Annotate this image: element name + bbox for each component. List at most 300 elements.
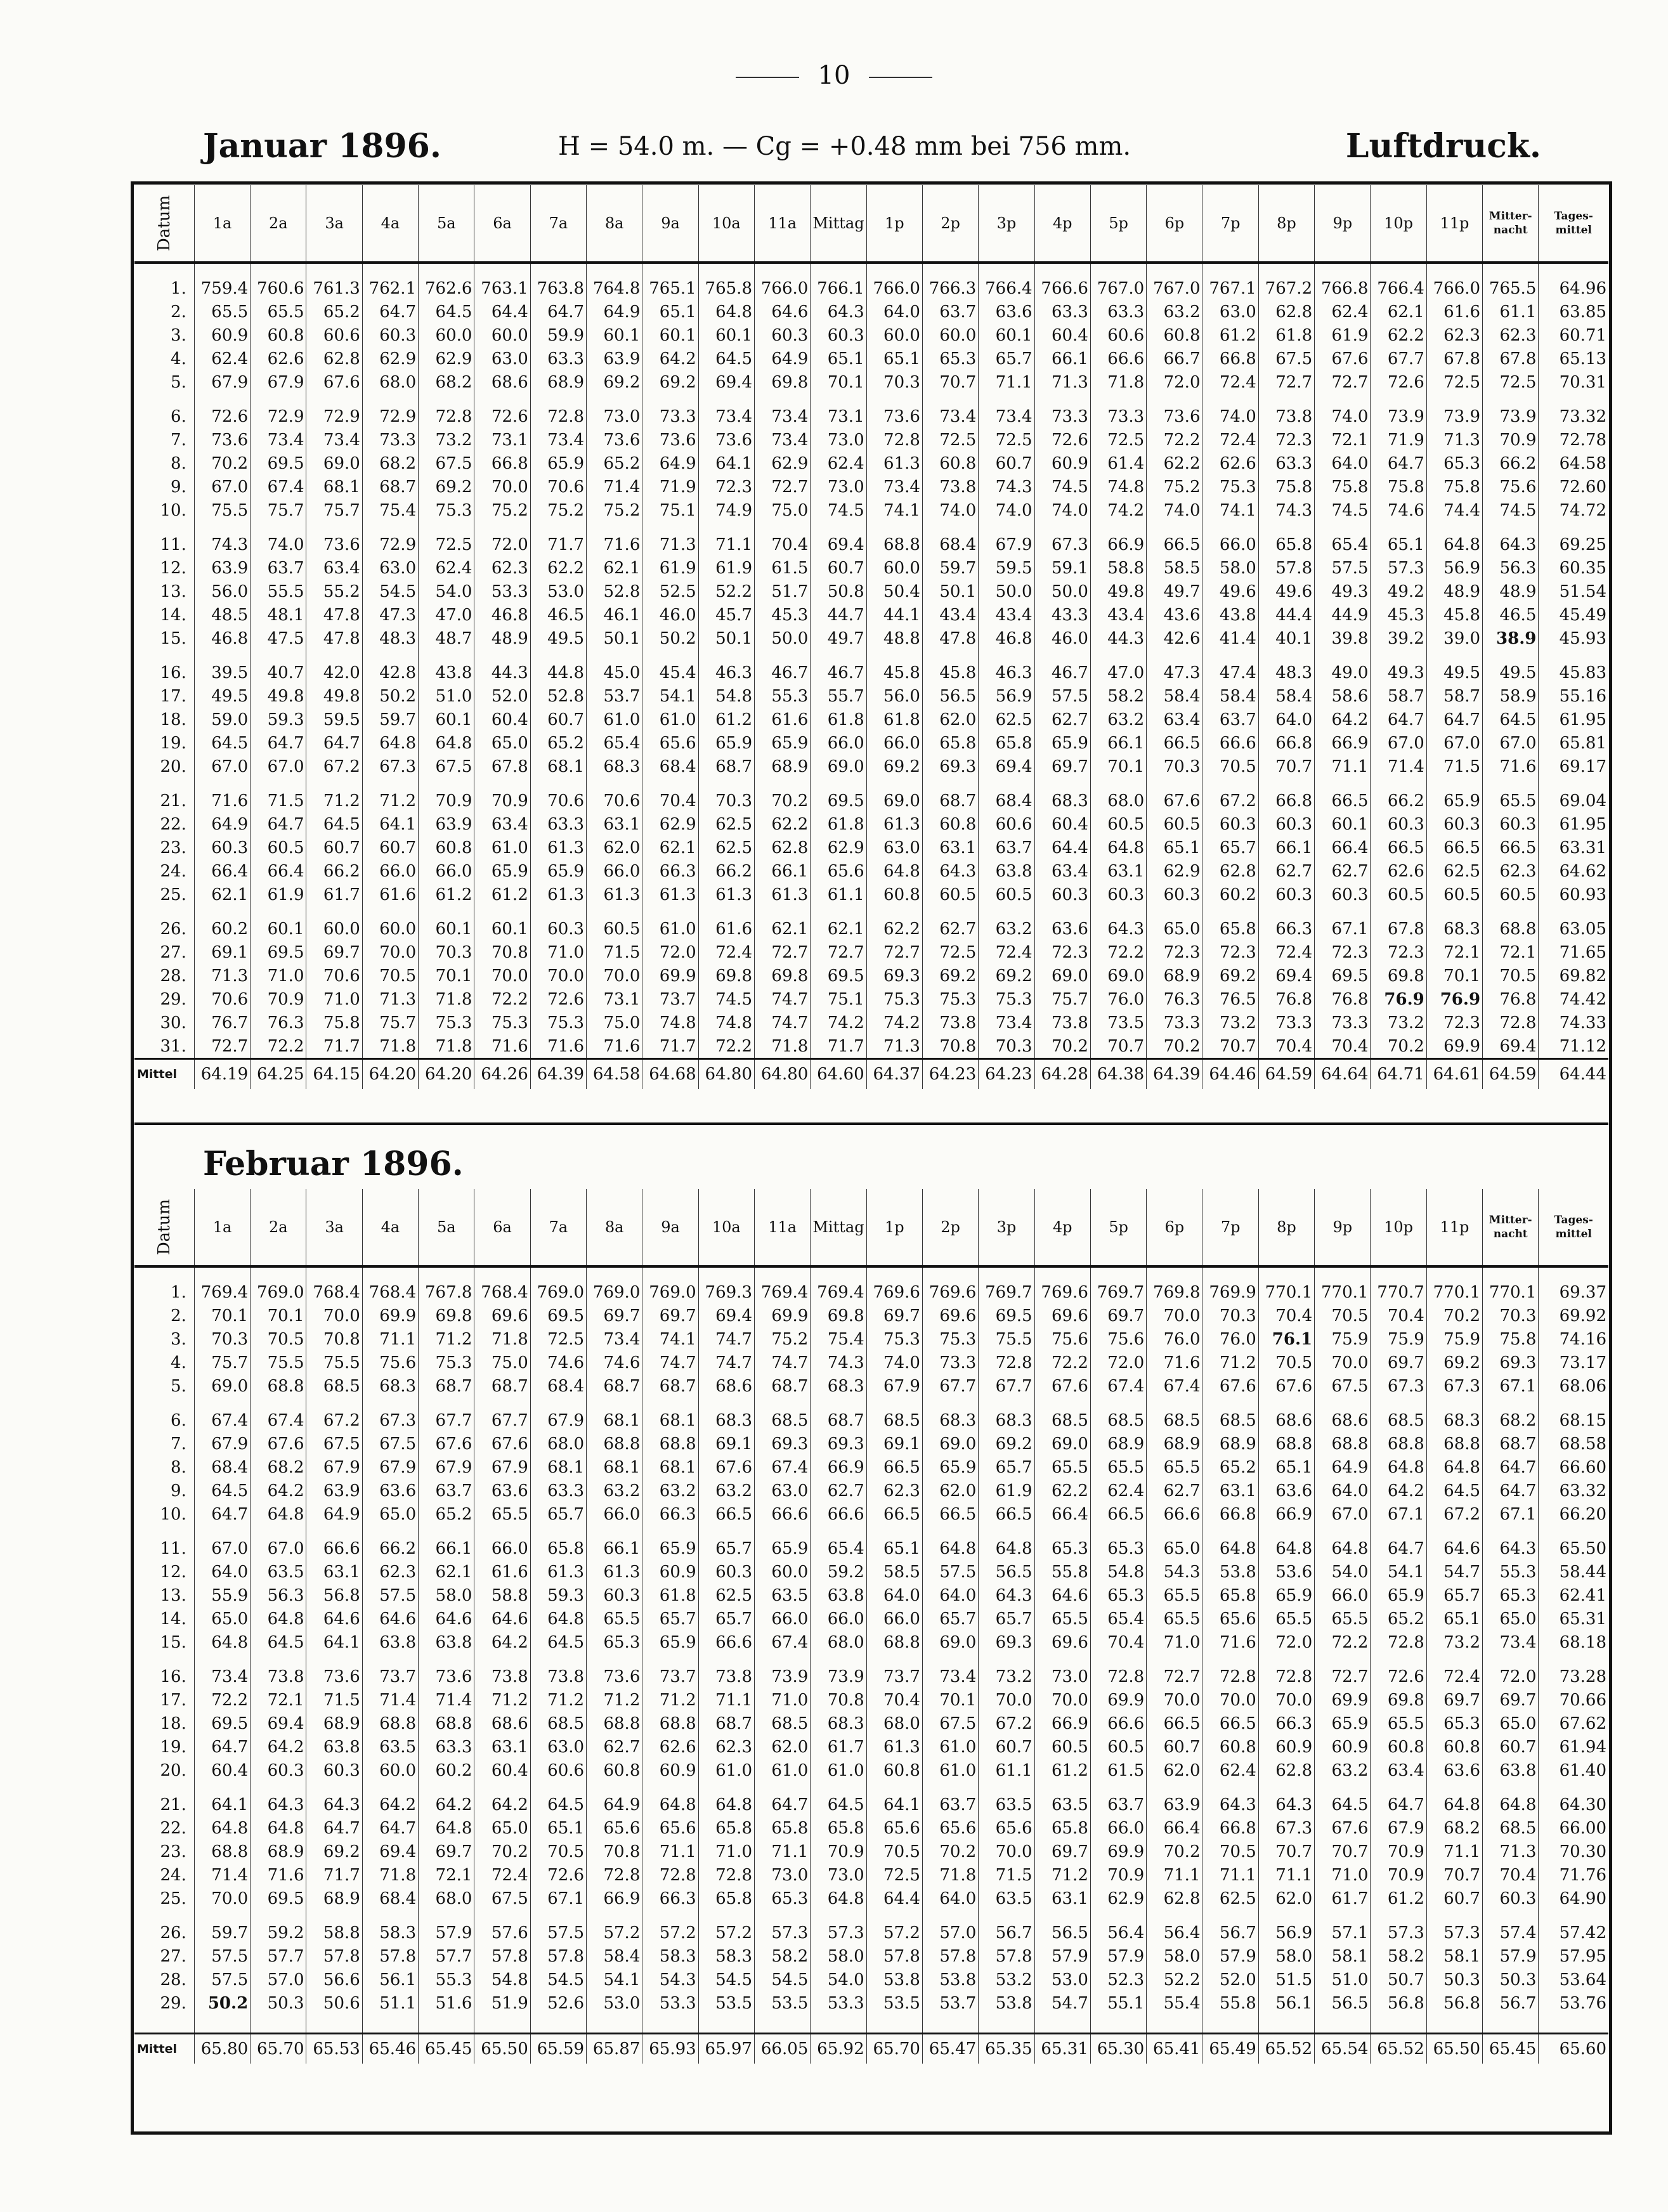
value-cell: 65.4 (811, 1537, 866, 1560)
value-cell: 60.3 (1034, 883, 1090, 906)
table-row (134, 1409, 1608, 1432)
value-cell: 65.7 (1202, 836, 1258, 859)
column-header: 7p (1202, 1189, 1258, 1266)
value-cell: 64.0 (1258, 708, 1314, 731)
value-cell: 65.7 (530, 1502, 586, 1526)
value-cell (1315, 1654, 1371, 1665)
value-cell: 70.1 (251, 1304, 306, 1327)
value-cell: 60.1 (979, 323, 1034, 347)
value-cell: 60.71 (1559, 325, 1606, 345)
value-cell: 64.8 (642, 1793, 698, 1816)
value-cell: 66.5 (1483, 836, 1539, 859)
mittel-value: 65.80 (194, 2034, 250, 2064)
table-row (134, 987, 1608, 1011)
value-cell: 70.3 (979, 1034, 1034, 1059)
value-cell (1539, 1526, 1608, 1537)
value-cell: 69.2 (979, 1432, 1034, 1455)
value-cell: 66.0 (1202, 533, 1258, 556)
value-cell: 73.2 (419, 428, 474, 452)
value-cell: 766.0 (754, 276, 810, 300)
value-cell: 62.1 (811, 917, 866, 940)
table-row (134, 661, 1608, 684)
value-cell: 72.5 (1090, 428, 1146, 452)
value-cell: 66.3 (1258, 917, 1314, 940)
value-cell (979, 1910, 1034, 1921)
value-cell (251, 1782, 306, 1793)
value-cell: 72.9 (362, 533, 418, 556)
value-cell: 62.1 (642, 836, 698, 859)
value-cell: 74.0 (1034, 498, 1090, 522)
value-cell: 70.2 (1426, 1304, 1482, 1327)
value-cell: 53.3 (474, 580, 530, 603)
value-cell: 64.0 (1315, 452, 1371, 475)
value-cell (1371, 1526, 1426, 1537)
value-cell: 71.8 (362, 1034, 418, 1059)
value-cell: 66.1 (1090, 731, 1146, 755)
value-cell (419, 1910, 474, 1921)
value-cell: 67.9 (194, 370, 250, 394)
value-cell: 71.65 (1559, 942, 1606, 962)
mittel-value: 64.26 (474, 1059, 530, 1090)
value-cell (530, 1782, 586, 1793)
value-cell: 60.7 (811, 556, 866, 580)
column-header: 1p (866, 1189, 922, 1266)
value-cell: 64.2 (419, 1793, 474, 1816)
value-cell: 68.8 (194, 1840, 250, 1863)
value-cell: 75.3 (419, 498, 474, 522)
value-cell: 73.4 (587, 1327, 642, 1351)
value-cell: 70.2 (474, 1840, 530, 1863)
value-cell: 57.8 (474, 1944, 530, 1968)
value-cell (1371, 778, 1426, 789)
value-cell: 72.2 (1090, 940, 1146, 964)
value-cell: 57.8 (1258, 556, 1314, 580)
mittel-value: 65.47 (922, 2034, 978, 2064)
mittel-value: 64.23 (922, 1059, 978, 1090)
value-cell: 62.0 (1147, 1759, 1202, 1782)
value-cell: 68.5 (306, 1374, 362, 1398)
value-cell: 69.82 (1559, 966, 1606, 986)
value-cell: 48.9 (1426, 580, 1482, 603)
value-cell: 74.0 (1147, 498, 1202, 522)
value-cell: 70.3 (866, 370, 922, 394)
value-cell (419, 906, 474, 917)
value-cell: 61.3 (530, 883, 586, 906)
value-cell: 769.4 (811, 1280, 866, 1304)
value-cell: 71.9 (1371, 428, 1426, 452)
value-cell: 65.9 (1258, 1584, 1314, 1607)
value-cell: 68.2 (1483, 1409, 1539, 1432)
value-cell: 45.0 (587, 661, 642, 684)
date-cell: 12. (134, 556, 194, 580)
value-cell (194, 1782, 250, 1793)
value-cell: 72.7 (1315, 370, 1371, 394)
value-cell: 48.3 (362, 627, 418, 650)
value-cell: 62.0 (587, 836, 642, 859)
value-cell: 74.5 (1034, 475, 1090, 498)
value-cell: 53.2 (979, 1968, 1034, 1991)
value-cell: 70.30 (1559, 1842, 1606, 1861)
value-cell (362, 1910, 418, 1921)
value-cell (251, 1398, 306, 1409)
value-cell: 49.7 (1147, 580, 1202, 603)
value-cell: 68.8 (1258, 1432, 1314, 1455)
value-cell: 70.5 (251, 1327, 306, 1351)
value-cell: 69.7 (1483, 1688, 1539, 1712)
date-cell: 10. (134, 1502, 194, 1526)
value-cell: 69.0 (194, 1374, 250, 1398)
value-cell: 53.8 (979, 1991, 1034, 2015)
value-cell: 70.7 (1426, 1863, 1482, 1887)
value-cell: 71.8 (754, 1034, 810, 1059)
value-cell: 63.2 (698, 1479, 754, 1502)
value-cell (1315, 906, 1371, 917)
value-cell: 66.9 (1090, 533, 1146, 556)
value-cell: 65.7 (698, 1607, 754, 1630)
value-cell: 61.0 (754, 1759, 810, 1782)
value-cell: 63.2 (1315, 1759, 1371, 1782)
column-header: 2a (251, 1189, 306, 1266)
date-cell: 21. (134, 1793, 194, 1816)
value-cell (1483, 778, 1539, 789)
value-cell (587, 906, 642, 917)
value-cell: 67.8 (1426, 347, 1482, 370)
value-cell: 60.0 (474, 323, 530, 347)
value-cell: 72.7 (754, 940, 810, 964)
value-cell: 61.9 (698, 556, 754, 580)
value-cell: 72.4 (1202, 370, 1258, 394)
value-cell: 73.2 (1426, 1630, 1482, 1654)
value-cell: 70.9 (1371, 1863, 1426, 1887)
value-cell: 64.5 (698, 347, 754, 370)
value-cell (979, 778, 1034, 789)
value-cell: 60.3 (1426, 812, 1482, 836)
value-cell: 62.9 (754, 452, 810, 475)
value-cell: 44.7 (811, 603, 866, 627)
value-cell: 60.5 (1483, 883, 1539, 906)
value-cell: 68.5 (1090, 1409, 1146, 1432)
value-cell: 71.2 (474, 1688, 530, 1712)
value-cell: 65.0 (474, 1816, 530, 1840)
value-cell: 769.9 (1202, 1280, 1258, 1304)
value-cell: 71.4 (1371, 755, 1426, 778)
column-header: 5a (419, 185, 474, 263)
value-cell: 67.5 (922, 1712, 978, 1735)
value-cell: 67.6 (306, 370, 362, 394)
value-cell: 61.3 (866, 452, 922, 475)
value-cell: 64.2 (362, 1793, 418, 1816)
value-cell: 68.7 (698, 755, 754, 778)
value-cell: 74.2 (1090, 498, 1146, 522)
value-cell: 66.6 (1147, 1502, 1202, 1526)
value-cell: 65.3 (1090, 1584, 1146, 1607)
value-cell: 64.8 (698, 1793, 754, 1816)
value-cell: 66.5 (1202, 1712, 1258, 1735)
value-cell: 69.2 (1202, 964, 1258, 987)
value-cell: 75.7 (251, 498, 306, 522)
value-cell (866, 1526, 922, 1537)
value-cell: 68.1 (642, 1409, 698, 1432)
value-cell: 64.7 (194, 1502, 250, 1526)
table-row (134, 964, 1608, 987)
value-cell: 70.0 (979, 1688, 1034, 1712)
value-cell: 68.9 (530, 370, 586, 394)
value-cell: 69.5 (251, 1887, 306, 1910)
value-cell (251, 650, 306, 661)
value-cell: 70.9 (474, 789, 530, 812)
value-cell: 72.2 (1315, 1630, 1371, 1654)
value-cell: 58.8 (306, 1921, 362, 1944)
column-header: 2a (251, 185, 306, 263)
value-cell: 68.3 (811, 1374, 866, 1398)
value-cell: 70.4 (1258, 1034, 1314, 1059)
value-cell: 62.8 (1202, 859, 1258, 883)
value-cell: 69.7 (1034, 1840, 1090, 1863)
value-cell: 73.8 (922, 1011, 978, 1034)
value-cell: 55.3 (754, 684, 810, 708)
value-cell (194, 1526, 250, 1537)
value-cell: 64.5 (251, 1630, 306, 1654)
value-cell (1371, 394, 1426, 405)
value-cell: 69.1 (698, 1432, 754, 1455)
value-cell: 70.0 (474, 964, 530, 987)
value-cell: 62.4 (194, 347, 250, 370)
value-cell: 44.8 (530, 661, 586, 684)
value-cell: 69.0 (1034, 964, 1090, 987)
value-cell: 64.2 (1371, 1479, 1426, 1502)
value-cell: 60.1 (419, 708, 474, 731)
value-cell: 69.7 (306, 940, 362, 964)
value-cell: 70.5 (1258, 1351, 1314, 1374)
mittel-value: 65.93 (642, 2034, 698, 2064)
value-cell: 45.93 (1559, 628, 1606, 648)
value-cell: 52.0 (1202, 1968, 1258, 1991)
value-cell: 60.3 (1202, 812, 1258, 836)
mittel-value: 64.59 (1483, 1059, 1539, 1090)
value-cell: 64.7 (306, 1816, 362, 1840)
value-cell (811, 394, 866, 405)
value-cell: 70.6 (530, 789, 586, 812)
value-cell (1202, 1526, 1258, 1537)
value-cell: 60.9 (642, 1759, 698, 1782)
value-cell: 69.3 (811, 1432, 866, 1455)
value-cell (698, 1398, 754, 1409)
table-row (134, 1816, 1608, 1840)
table-row (134, 1327, 1608, 1351)
value-cell: 69.7 (419, 1840, 474, 1863)
value-cell (1371, 1654, 1426, 1665)
value-cell (474, 1782, 530, 1793)
value-cell: 65.6 (866, 1816, 922, 1840)
value-cell (754, 1654, 810, 1665)
value-cell: 75.8 (1371, 475, 1426, 498)
value-cell: 65.3 (587, 1630, 642, 1654)
value-cell (530, 1398, 586, 1409)
value-cell: 57.9 (1483, 1944, 1539, 1968)
value-cell: 69.4 (362, 1840, 418, 1863)
value-cell: 63.2 (587, 1479, 642, 1502)
value-cell: 66.2 (306, 859, 362, 883)
table-row (134, 708, 1608, 731)
value-cell: 46.7 (754, 661, 810, 684)
date-cell: 1. (134, 276, 194, 300)
value-cell: 67.4 (754, 1455, 810, 1479)
table-row (134, 1944, 1608, 1968)
value-cell: 64.62 (1559, 861, 1606, 881)
value-cell: 65.8 (530, 1537, 586, 1560)
value-cell: 64.5 (194, 1479, 250, 1502)
value-cell: 66.2 (1483, 452, 1539, 475)
value-cell: 74.7 (754, 1351, 810, 1374)
value-cell: 49.5 (1426, 661, 1482, 684)
date-cell: 11. (134, 1537, 194, 1560)
date-cell: 28. (134, 964, 194, 987)
value-cell (194, 1910, 250, 1921)
value-cell: 70.4 (1090, 1630, 1146, 1654)
column-header: Mitter-nacht (1483, 1189, 1539, 1266)
value-cell: 67.4 (1147, 1374, 1202, 1398)
value-cell: 71.2 (362, 789, 418, 812)
value-cell (1426, 1654, 1482, 1665)
value-cell: 64.8 (1483, 1793, 1539, 1816)
value-cell: 63.9 (1147, 1793, 1202, 1816)
table-row (134, 1584, 1608, 1607)
value-cell (587, 1654, 642, 1665)
value-cell: 64.8 (419, 1816, 474, 1840)
value-cell: 762.6 (419, 276, 474, 300)
value-cell: 46.3 (698, 661, 754, 684)
value-cell: 61.0 (922, 1759, 978, 1782)
value-cell (979, 650, 1034, 661)
value-cell: 61.9 (251, 883, 306, 906)
table-row (134, 627, 1608, 650)
date-cell: 6. (134, 1409, 194, 1432)
value-cell: 45.4 (642, 661, 698, 684)
value-cell: 64.5 (1483, 708, 1539, 731)
value-cell: 56.1 (1258, 1991, 1314, 2015)
value-cell (866, 1654, 922, 1665)
column-header: 5p (1090, 1189, 1146, 1266)
value-cell: 62.3 (474, 556, 530, 580)
value-cell: 73.1 (474, 428, 530, 452)
value-cell: 65.1 (530, 1816, 586, 1840)
value-cell: 63.7 (419, 1479, 474, 1502)
value-cell: 56.9 (1426, 556, 1482, 580)
value-cell: 61.6 (362, 883, 418, 906)
value-cell: 60.3 (1483, 812, 1539, 836)
value-cell: 60.0 (362, 917, 418, 940)
value-cell: 57.8 (922, 1944, 978, 1968)
table-row (134, 1910, 1608, 1921)
value-cell (866, 394, 922, 405)
value-cell: 63.6 (1258, 1479, 1314, 1502)
value-cell: 68.0 (1090, 789, 1146, 812)
value-cell: 64.2 (251, 1479, 306, 1502)
value-cell: 70.7 (1258, 1840, 1314, 1863)
value-cell: 42.8 (362, 661, 418, 684)
value-cell: 53.0 (587, 1991, 642, 2015)
value-cell (1258, 1910, 1314, 1921)
value-cell: 66.3 (642, 1887, 698, 1910)
value-cell: 69.0 (922, 1630, 978, 1654)
value-cell: 76.0 (1090, 987, 1146, 1011)
value-cell: 74.3 (1258, 498, 1314, 522)
value-cell: 75.7 (1034, 987, 1090, 1011)
value-cell: 65.7 (698, 1537, 754, 1560)
value-cell: 66.8 (1202, 1816, 1258, 1840)
table-row (134, 1526, 1608, 1537)
value-cell: 65.6 (811, 859, 866, 883)
value-cell: 64.2 (474, 1630, 530, 1654)
value-cell: 60.0 (922, 323, 978, 347)
value-cell: 61.8 (811, 812, 866, 836)
value-cell: 76.8 (1483, 987, 1539, 1011)
value-cell: 69.6 (1034, 1630, 1090, 1654)
value-cell: 64.0 (866, 300, 922, 323)
value-cell (1090, 1398, 1146, 1409)
value-cell: 65.2 (1202, 1455, 1258, 1479)
value-cell: 763.8 (530, 276, 586, 300)
value-cell: 51.54 (1559, 582, 1606, 601)
column-header: Mitter-nacht (1483, 185, 1539, 263)
value-cell (251, 522, 306, 533)
date-cell: 19. (134, 1735, 194, 1759)
value-cell: 46.3 (979, 661, 1034, 684)
value-cell: 73.1 (587, 987, 642, 1011)
date-cell: 26. (134, 1921, 194, 1944)
value-cell: 58.8 (474, 1584, 530, 1607)
value-cell: 64.58 (1559, 453, 1606, 473)
value-cell: 59.3 (251, 708, 306, 731)
value-cell: 65.0 (194, 1607, 250, 1630)
value-cell (194, 906, 250, 917)
value-cell: 73.3 (1034, 405, 1090, 428)
value-cell: 57.5 (530, 1921, 586, 1944)
value-cell: 66.5 (1315, 789, 1371, 812)
value-cell: 43.4 (1090, 603, 1146, 627)
value-cell: 63.4 (1147, 708, 1202, 731)
value-cell: 61.0 (811, 1759, 866, 1782)
value-cell: 66.1 (419, 1537, 474, 1560)
value-cell: 75.6 (1483, 475, 1539, 498)
value-cell (1371, 1910, 1426, 1921)
value-cell: 60.7 (979, 1735, 1034, 1759)
value-cell: 60.8 (922, 452, 978, 475)
value-cell: 55.5 (251, 580, 306, 603)
value-cell: 60.4 (474, 1759, 530, 1782)
value-cell: 64.8 (194, 1816, 250, 1840)
value-cell (922, 1526, 978, 1537)
value-cell: 74.16 (1559, 1329, 1606, 1349)
value-cell: 68.7 (419, 1374, 474, 1398)
value-cell: 60.8 (922, 812, 978, 836)
value-cell: 69.6 (474, 1304, 530, 1327)
value-cell: 68.5 (1483, 1816, 1539, 1840)
value-cell: 61.3 (530, 1560, 586, 1584)
value-cell: 56.9 (979, 684, 1034, 708)
value-cell: 69.0 (866, 789, 922, 812)
value-cell: 72.7 (866, 940, 922, 964)
value-cell: 73.4 (251, 428, 306, 452)
value-cell: 50.8 (811, 580, 866, 603)
value-cell: 53.5 (698, 1991, 754, 2015)
mittel-value: 65.87 (587, 2034, 642, 2064)
value-cell: 65.8 (1034, 1816, 1090, 1840)
value-cell: 67.1 (530, 1887, 586, 1910)
date-cell: 2. (134, 300, 194, 323)
value-cell: 70.9 (251, 987, 306, 1011)
date-cell (134, 906, 194, 917)
